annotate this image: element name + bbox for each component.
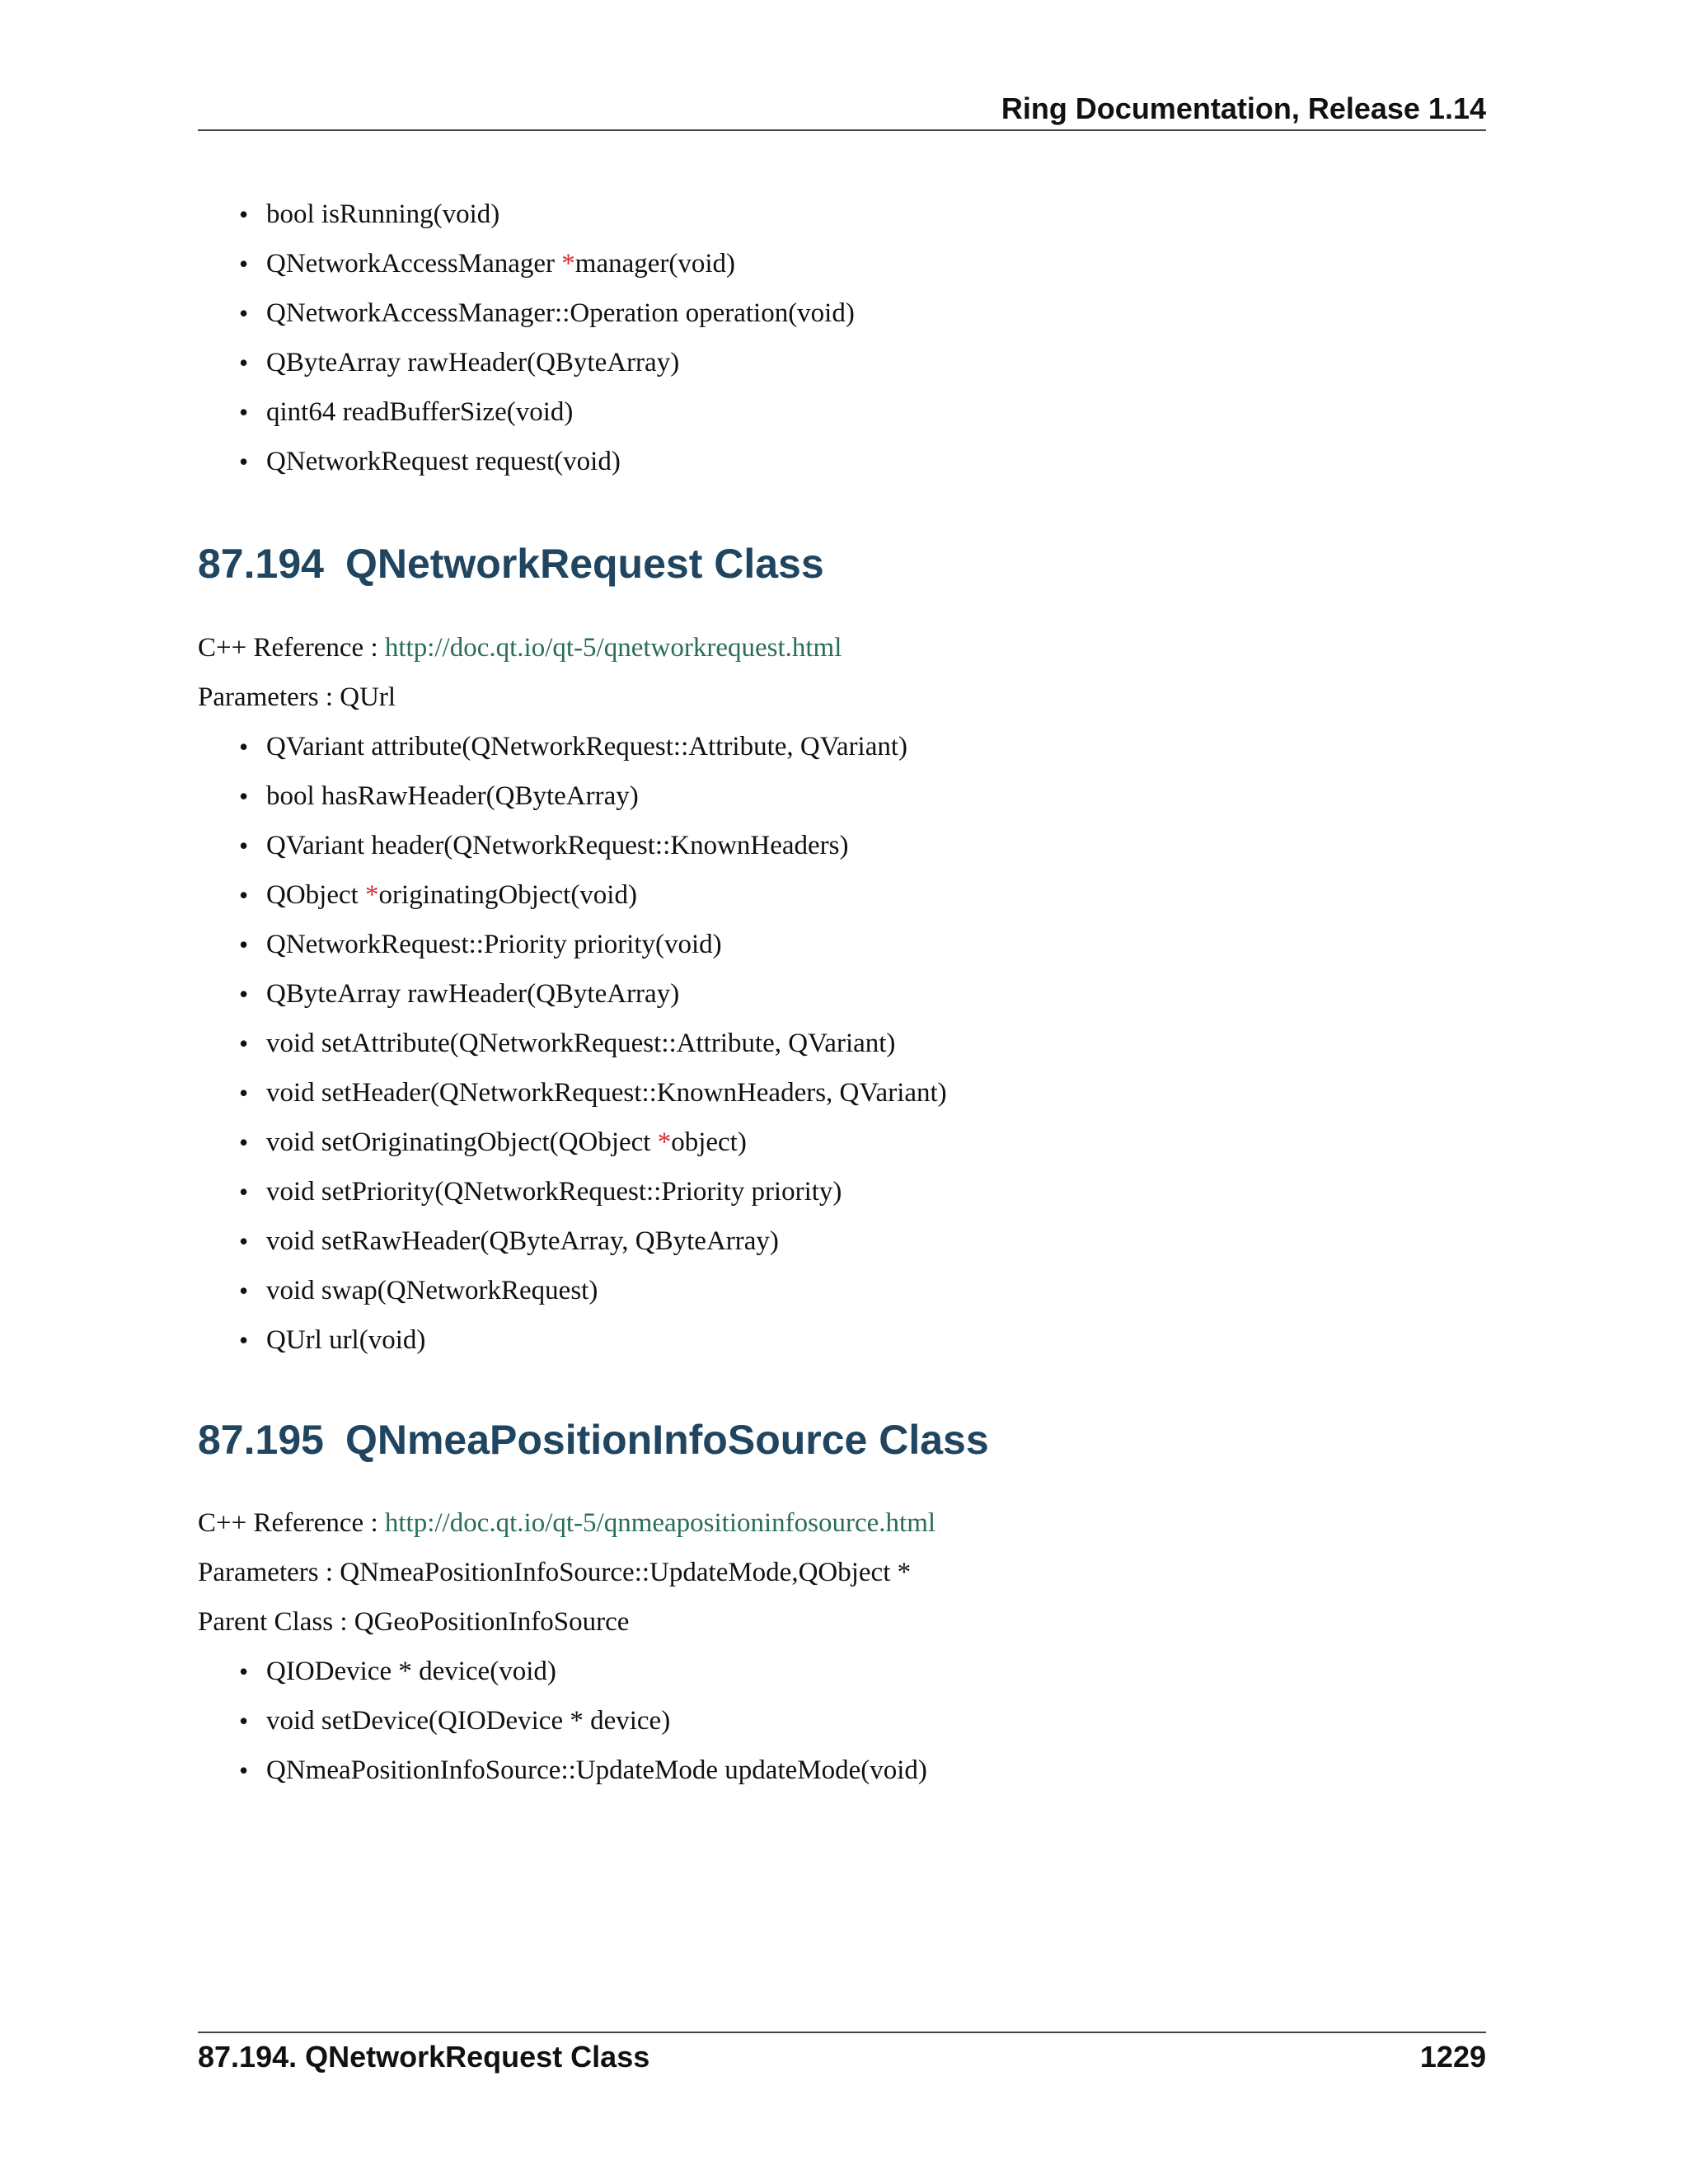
method-signature: void setHeader(QNetworkRequest::KnownHeaders, QVariant) [266,1078,947,1108]
bullet-icon: • [239,397,249,427]
cpp-reference-link[interactable]: http://doc.qt.io/qt-5/qnmeapositioninfosource.html [384,1508,936,1538]
list-item [0,1068,947,1118]
method-signature: QObject [266,880,366,910]
cpp-reference-label: C++ Reference : [198,633,385,663]
bullet-icon: • [239,930,249,959]
list-item [0,1266,947,1315]
cpp-reference-label: C++ Reference : [198,1508,385,1538]
method-signature: qint64 readBufferSize(void) [266,397,574,427]
bullet-icon: • [239,1657,249,1686]
bullet-icon: • [239,781,249,811]
intro-method-list [0,190,855,486]
section-heading-qnetworkrequest [198,539,824,588]
list-item [0,821,947,870]
method-signature: void setDevice(QIODevice * device) [266,1706,671,1736]
method-signature: QUrl url(void) [266,1325,426,1355]
list-item [0,288,855,338]
method-signature: QIODevice * device(void) [266,1657,556,1686]
parent-class-line: Parent Class : QGeoPositionInfoSource [198,1607,630,1637]
list-item [0,1746,927,1795]
bullet-icon: • [239,1325,249,1355]
page-footer [198,2037,1486,2077]
list-item [0,870,947,920]
bullet-icon: • [239,348,249,377]
pointer-asterisk: * [365,880,379,910]
bullet-icon: • [239,732,249,762]
list-item [0,1019,947,1068]
list-item [0,239,855,288]
cpp-reference-line [198,1498,935,1548]
method-signature: void swap(QNetworkRequest) [266,1276,598,1305]
list-item [0,1216,947,1266]
parameters-line: Parameters : QNmeaPositionInfoSource::UpdateMode,QObject * [198,1558,912,1587]
section-number: 87.195 [198,1417,324,1463]
cpp-reference-line [198,623,842,673]
parameters-line: Parameters : QUrl [198,682,396,712]
method-signature: QNetworkRequest::Priority priority(void) [266,930,722,959]
pointer-asterisk: * [657,1127,672,1157]
list-item [0,920,947,969]
section-title: QNmeaPositionInfoSource Class [345,1417,989,1463]
bullet-icon: • [239,1127,249,1157]
method-signature: QNetworkRequest request(void) [266,447,621,476]
list-item [0,338,855,387]
qnmeapositioninfosource-method-list [0,1647,927,1795]
bullet-icon: • [239,249,249,279]
method-signature: void setOriginatingObject(QObject [266,1127,658,1157]
method-signature: QNetworkAccessManager [266,249,562,279]
bullet-icon: • [239,1706,249,1736]
method-signature: void setRawHeader(QByteArray, QByteArray) [266,1226,779,1256]
method-signature: QByteArray rawHeader(QByteArray) [266,979,680,1009]
method-signature: QVariant attribute(QNetworkRequest::Attribute, QVariant) [266,732,908,762]
cpp-reference-link[interactable]: http://doc.qt.io/qt-5/qnetworkrequest.html [384,633,842,663]
bullet-icon: • [239,1029,249,1058]
section-title: QNetworkRequest Class [345,541,824,587]
footer-divider [198,2032,1486,2033]
bullet-icon: • [239,447,249,476]
list-item [0,1315,947,1365]
list-item [0,1118,947,1167]
bullet-icon: • [239,1177,249,1207]
method-signature: bool isRunning(void) [266,199,500,229]
method-signature: QNmeaPositionInfoSource::UpdateMode updateMode(void) [266,1755,927,1785]
method-signature: QByteArray rawHeader(QByteArray) [266,348,680,377]
method-signature: void setAttribute(QNetworkRequest::Attribute, QVariant) [266,1029,896,1058]
section-number: 87.194 [198,541,324,587]
method-signature: bool hasRawHeader(QByteArray) [266,781,639,811]
bullet-icon: • [239,1078,249,1108]
list-item [0,722,947,771]
list-item [0,190,855,239]
page-header: Ring Documentation, Release 1.14 [1001,91,1486,125]
qnetworkrequest-method-list [0,722,947,1365]
list-item [0,771,947,821]
list-item [0,969,947,1019]
list-item [0,1647,927,1696]
bullet-icon: • [239,1755,249,1785]
bullet-icon: • [239,979,249,1009]
page-number: 1229 [1419,2040,1486,2074]
list-item [0,1167,947,1216]
bullet-icon: • [239,880,249,910]
footer-section-title: 87.194. QNetworkRequest Class [198,2040,650,2074]
method-signature-rest: manager(void) [574,249,736,279]
bullet-icon: • [239,199,249,229]
section-heading-qnmeapositioninfosource [198,1415,989,1465]
list-item [0,437,855,486]
list-item [0,1696,927,1746]
method-signature: QVariant header(QNetworkRequest::KnownHeaders) [266,831,849,860]
method-signature-rest: originatingObject(void) [378,880,637,910]
method-signature-rest: object) [671,1127,747,1157]
method-signature: void setPriority(QNetworkRequest::Priority priority) [266,1177,842,1207]
bullet-icon: • [239,298,249,328]
list-item [0,387,855,437]
bullet-icon: • [239,1276,249,1305]
pointer-asterisk: * [561,249,575,279]
bullet-icon: • [239,831,249,860]
method-signature: QNetworkAccessManager::Operation operation(void) [266,298,855,328]
bullet-icon: • [239,1226,249,1256]
header-divider [198,129,1486,131]
